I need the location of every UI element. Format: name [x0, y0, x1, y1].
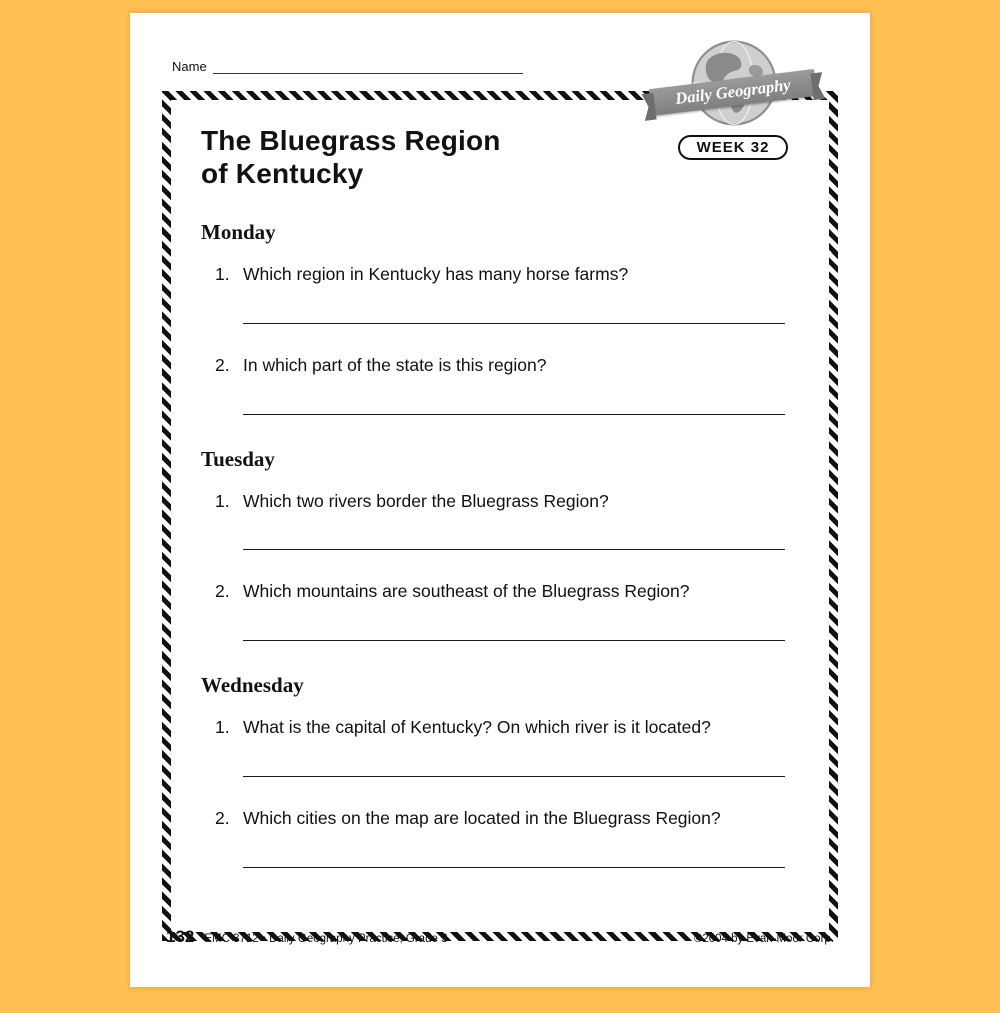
question-tuesday-1 — [215, 490, 803, 513]
question-number: 1. — [215, 717, 230, 738]
footer-left — [166, 927, 447, 947]
question-wednesday-2 — [215, 807, 803, 830]
question-number: 1. — [215, 490, 230, 511]
question-text: Which cities on the map are located in the Bluegrass Region? — [243, 807, 721, 828]
worksheet-page — [130, 13, 870, 987]
question-monday-2 — [215, 354, 803, 377]
question-number: 2. — [215, 581, 230, 602]
question-text: Which region in Kentucky has many horse farms? — [243, 264, 629, 285]
section-monday — [201, 220, 803, 415]
question-wednesday-1 — [215, 716, 803, 739]
footer-book-info: EMC 3712 • Daily Geography Practice, Grade 3 — [204, 933, 448, 945]
section-wednesday — [201, 673, 803, 868]
answer-line — [243, 549, 785, 550]
ribbon-banner: Daily Geography — [649, 69, 817, 116]
day-heading-tuesday: Tuesday — [201, 446, 275, 471]
page-number: 132 — [166, 927, 195, 946]
answer-line — [243, 640, 785, 641]
daily-geography-badge — [648, 39, 818, 174]
name-blank-line — [213, 61, 523, 74]
section-tuesday — [201, 447, 803, 642]
question-text: In which part of the state is this region? — [243, 354, 547, 375]
question-text: Which two rivers border the Bluegrass Region? — [243, 490, 609, 511]
answer-line — [243, 867, 785, 868]
week-badge: WEEK 32 — [678, 135, 788, 160]
page-footer — [166, 927, 834, 947]
answer-line — [243, 776, 785, 777]
title-line-2: of Kentucky — [201, 158, 364, 190]
footer-copyright: ©2004 by Evan-Moor Corp. — [693, 933, 834, 945]
day-heading-monday: Monday — [201, 220, 276, 245]
answer-line — [243, 323, 785, 324]
answer-line — [243, 414, 785, 415]
question-text: What is the capital of Kentucky? On which river is it located? — [243, 717, 711, 738]
name-label: Name — [172, 59, 207, 74]
worksheet-border-box — [162, 91, 838, 941]
worksheet-title — [201, 124, 631, 190]
question-monday-1 — [215, 263, 803, 286]
question-tuesday-2 — [215, 580, 803, 603]
day-heading-wednesday: Wednesday — [201, 673, 304, 698]
title-line-1: The Bluegrass Region — [201, 125, 501, 156]
question-text: Which mountains are southeast of the Bluegrass Region? — [243, 581, 690, 602]
question-number: 2. — [215, 354, 230, 375]
question-number: 2. — [215, 807, 230, 828]
question-number: 1. — [215, 264, 230, 285]
